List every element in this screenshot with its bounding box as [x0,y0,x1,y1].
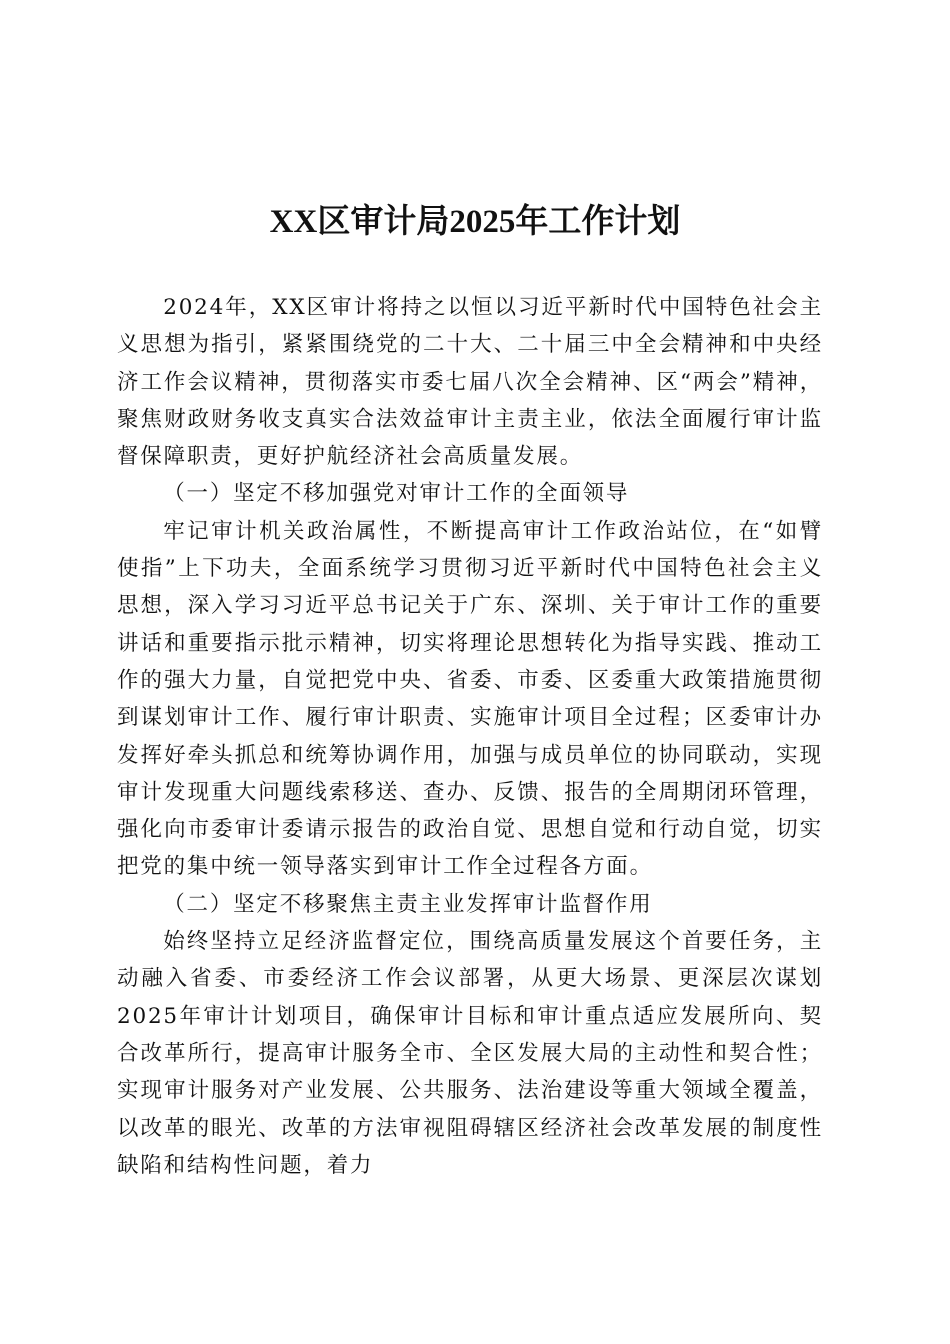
intro-paragraph: 2024年，XX区审计将持之以恒以习近平新时代中国特色社会主义思想为指引，紧紧围绕党的二十大、二十届三中全会精神和中央经济工作会议精神，贯彻落实市委七届八次全会精神、区“两会”精神，聚焦财政财务收支真实合法效益审计主责主业，依法全面履行审计监督保障职责，更好护航经济社会高质量发展。 [117,295,823,470]
section-heading: （一）坚定不移加强党对审计工作的全面领导 [163,481,630,507]
document-title: XX区审计局2025年工作计划 [269,204,681,240]
section-heading: （二）坚定不移聚焦主责主业发挥审计监督作用 [163,891,653,917]
section-paragraph: 始终坚持立足经济监督定位，围绕高质量发展这个首要任务，主动融入省委、市委经济工作会议部署，从更大场景、更深层次谋划2025年审计计划项目，确保审计目标和审计重点适应发展所向、契合改革所行，提高审计服务全市、全区发展大局的主动性和契合性；实现审计服务对产业发展、公共服务、法治建设等重大领域全覆盖，以改革的眼光、改革的方法审视阻碍辖区经济社会改革发展的制度性缺陷和结构性问题，着力 [117,929,823,1178]
section-paragraph: 牢记审计机关政治属性，不断提高审计工作政治站位，在“如臂使指”上下功夫，全面系统学习贯彻习近平新时代中国特色社会主义思想，深入学习习近平总书记关于广东、深圳、关于审计工作的重要讲话和重要指示批示精神，切实将理论思想转化为指导实践、推动工作的强大力量，自觉把党中央、省委、市委、区委重大政策措施贯彻到谋划审计工作、履行审计职责、实施审计项目全过程；区委审计办发挥好牵头抓总和统筹协调作用，加强与成员单位的协同联动，实现审计发现重大问题线索移送、查办、反馈、报告的全周期闭环管理，强化向市委审计委请示报告的政治自觉、思想自觉和行动自觉，切实把党的集中统一领导落实到审计工作全过程各方面。 [117,518,823,880]
document-body [117,289,823,1184]
